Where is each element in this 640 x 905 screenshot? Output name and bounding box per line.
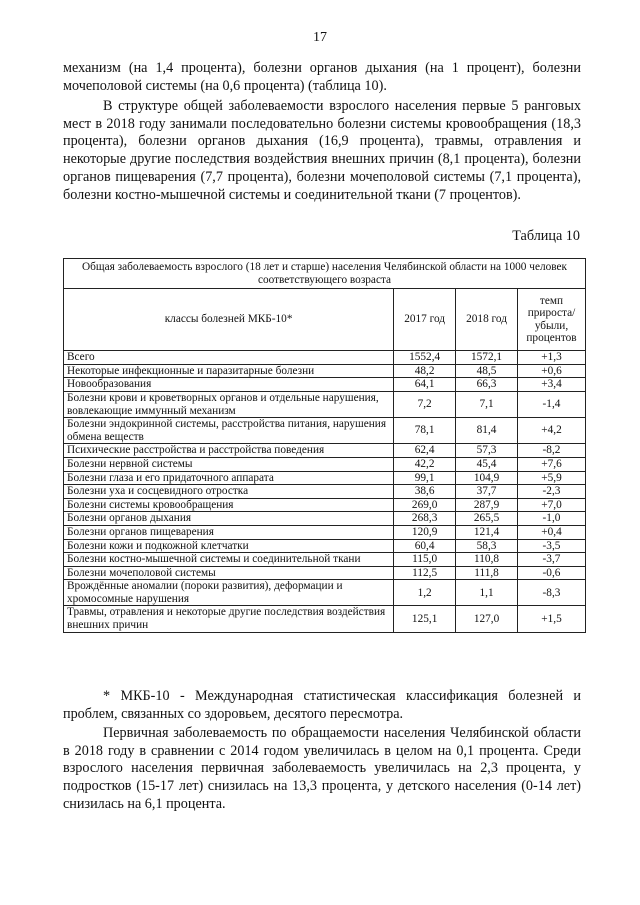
disease-class-cell: Болезни кожи и подкожной клетчатки: [64, 539, 394, 553]
value-2018-cell: 121,4: [456, 525, 518, 539]
rate-cell: -3,7: [518, 553, 586, 567]
rate-cell: +4,2: [518, 418, 586, 444]
rate-cell: +1,3: [518, 351, 586, 365]
value-2017-cell: 48,2: [394, 364, 456, 378]
table-row: [64, 471, 586, 485]
paragraph-primary-morbidity: Первичная заболеваемость по обращаемости населения Челябинской области в 2018 году в сравнении с 2014 годом увеличилась в целом на 0,1 процента. Среди взрослого населения первичная заболеваемость увеличилась на 2,3 процента, у подростков (15-17 лет) снизилась на 13,3 процента, у детского населения (0-14 лет) снизилась на 6,1 процента.: [63, 725, 581, 812]
value-2018-cell: 110,8: [456, 553, 518, 567]
table-row: [64, 553, 586, 567]
disease-class-cell: Болезни органов пищеварения: [64, 525, 394, 539]
value-2017-cell: 1552,4: [394, 351, 456, 365]
disease-class-cell: Психические расстройства и расстройства поведения: [64, 444, 394, 458]
paragraph-intro: механизм (на 1,4 процента), болезни органов дыхания (на 1 процент), болезни мочеполовой системы (на 0,6 процента) (таблица 10).: [63, 60, 581, 94]
rate-cell: +0,4: [518, 525, 586, 539]
value-2018-cell: 66,3: [456, 378, 518, 392]
table-row: [64, 512, 586, 526]
rate-cell: +3,4: [518, 378, 586, 392]
table-row: [64, 580, 586, 606]
value-2017-cell: 268,3: [394, 512, 456, 526]
value-2018-cell: 1572,1: [456, 351, 518, 365]
rate-cell: -3,5: [518, 539, 586, 553]
footnote: * МКБ-10 - Международная статистическая классификация болезней и проблем, связанных со здоровьем, десятого пересмотра.: [63, 688, 581, 722]
value-2018-cell: 1,1: [456, 580, 518, 606]
table-header-row: [64, 289, 586, 351]
paragraph-structure: В структуре общей заболеваемости взрослого населения первые 5 ранговых мест в 2018 году занимали последовательно болезни системы кровообращения (18,3 процента), болезни органов дыхания (16,9 процента), травмы, отравления и некоторые другие последствия воздействия внешних причин (8,1 процента), болезни органов пищеварения (7,7 процента), болезни мочеполовой системы (7,1 процента), болезни костно-мышечной системы и соединительной ткани (7 процентов).: [63, 98, 581, 203]
value-2017-cell: 112,5: [394, 566, 456, 580]
table-label: Таблица 10: [512, 228, 580, 244]
table-row: [64, 351, 586, 365]
value-2018-cell: 111,8: [456, 566, 518, 580]
disease-class-cell: Болезни нервной системы: [64, 457, 394, 471]
table-caption: Общая заболеваемость взрослого (18 лет и старше) населения Челябинской области на 1000 человек соответствующего возраста: [64, 259, 586, 289]
rate-cell: -0,6: [518, 566, 586, 580]
rate-cell: -1,0: [518, 512, 586, 526]
value-2017-cell: 125,1: [394, 606, 456, 632]
rate-cell: +7,0: [518, 498, 586, 512]
header-2017: 2017 год: [394, 289, 456, 351]
disease-class-cell: Болезни органов дыхания: [64, 512, 394, 526]
table-row: [64, 378, 586, 392]
value-2018-cell: 37,7: [456, 485, 518, 499]
header-class: классы болезней МКБ-10*: [64, 289, 394, 351]
value-2018-cell: 81,4: [456, 418, 518, 444]
rate-cell: +0,6: [518, 364, 586, 378]
page-number: 17: [313, 30, 327, 45]
value-2018-cell: 45,4: [456, 457, 518, 471]
disease-class-cell: Врождённые аномалии (пороки развития), деформации и хромосомные нарушения: [64, 580, 394, 606]
disease-class-cell: Новообразования: [64, 378, 394, 392]
table-row: [64, 391, 586, 417]
value-2018-cell: 48,5: [456, 364, 518, 378]
rate-cell: +1,5: [518, 606, 586, 632]
disease-class-cell: Болезни мочеполовой системы: [64, 566, 394, 580]
value-2017-cell: 62,4: [394, 444, 456, 458]
disease-class-cell: Болезни глаза и его придаточного аппарата: [64, 471, 394, 485]
table-row: [64, 457, 586, 471]
header-2018: 2018 год: [456, 289, 518, 351]
table-row: [64, 498, 586, 512]
table-row: [64, 606, 586, 632]
table-row: [64, 418, 586, 444]
value-2017-cell: 120,9: [394, 525, 456, 539]
value-2017-cell: 64,1: [394, 378, 456, 392]
rate-cell: -1,4: [518, 391, 586, 417]
header-rate: темп прироста/ убыли, процентов: [518, 289, 586, 351]
rate-cell: -2,3: [518, 485, 586, 499]
rate-cell: +7,6: [518, 457, 586, 471]
table-row: [64, 525, 586, 539]
rate-cell: -8,3: [518, 580, 586, 606]
value-2018-cell: 104,9: [456, 471, 518, 485]
value-2018-cell: 57,3: [456, 444, 518, 458]
disease-class-cell: Болезни системы кровообращения: [64, 498, 394, 512]
disease-class-cell: Болезни эндокринной системы, расстройства питания, нарушения обмена веществ: [64, 418, 394, 444]
value-2017-cell: 7,2: [394, 391, 456, 417]
rate-cell: +5,9: [518, 471, 586, 485]
disease-class-cell: Травмы, отравления и некоторые другие последствия воздействия внешних причин: [64, 606, 394, 632]
value-2017-cell: 60,4: [394, 539, 456, 553]
table-row: [64, 566, 586, 580]
value-2018-cell: 287,9: [456, 498, 518, 512]
morbidity-table: [63, 258, 586, 633]
disease-class-cell: Всего: [64, 351, 394, 365]
table-row: [64, 485, 586, 499]
table-row: [64, 444, 586, 458]
disease-class-cell: Некоторые инфекционные и паразитарные болезни: [64, 364, 394, 378]
value-2017-cell: 38,6: [394, 485, 456, 499]
value-2017-cell: 78,1: [394, 418, 456, 444]
value-2017-cell: 269,0: [394, 498, 456, 512]
value-2018-cell: 265,5: [456, 512, 518, 526]
value-2018-cell: 58,3: [456, 539, 518, 553]
rate-cell: -8,2: [518, 444, 586, 458]
table-row: [64, 539, 586, 553]
disease-class-cell: Болезни уха и сосцевидного отростка: [64, 485, 394, 499]
disease-class-cell: Болезни костно-мышечной системы и соединительной ткани: [64, 553, 394, 567]
table-caption-row: [64, 259, 586, 289]
value-2017-cell: 42,2: [394, 457, 456, 471]
disease-class-cell: Болезни крови и кроветворных органов и отдельные нарушения, вовлекающие иммунный механизм: [64, 391, 394, 417]
value-2018-cell: 7,1: [456, 391, 518, 417]
table-row: [64, 364, 586, 378]
value-2017-cell: 99,1: [394, 471, 456, 485]
value-2017-cell: 115,0: [394, 553, 456, 567]
value-2017-cell: 1,2: [394, 580, 456, 606]
value-2018-cell: 127,0: [456, 606, 518, 632]
